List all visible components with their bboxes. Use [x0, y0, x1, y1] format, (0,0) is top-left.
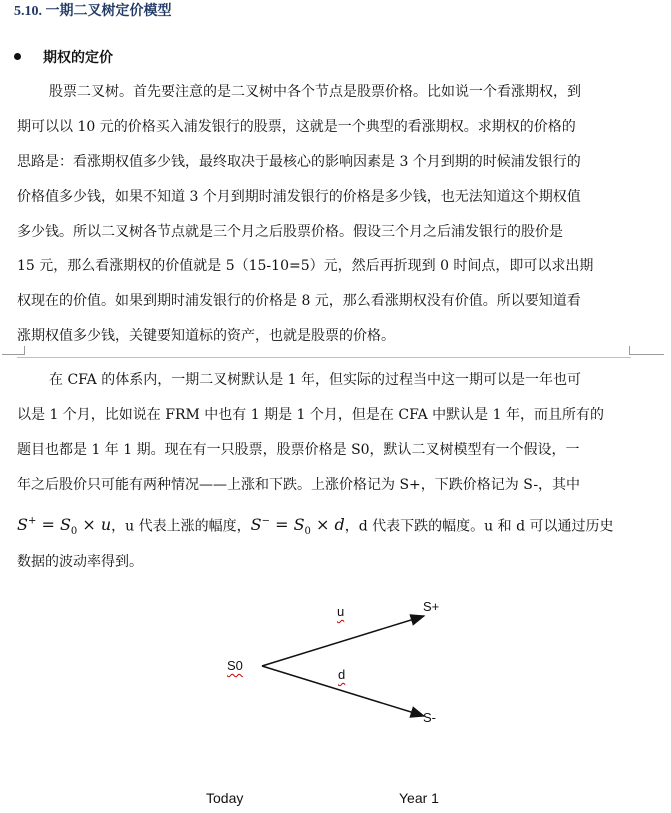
branch-label-u: u	[337, 604, 345, 619]
node-s-down: S-	[423, 710, 436, 725]
node-s0: S0	[227, 658, 243, 673]
p2-line-1: 在 CFA 的体系内，一期二叉树默认是 1 年，但实际的过程当中这一期可以是一年也可	[49, 372, 582, 388]
p1-line-8: 涨期权值多少钱，关键要知道标的资产，也就是股票的价格。	[17, 328, 395, 344]
p2-line-5-end: ，d 代表下跌的幅度。u 和 d 可以通过历史	[344, 518, 614, 535]
p2-line-6: 数据的波动率得到。	[17, 554, 143, 570]
node-s-up: S+	[423, 599, 440, 614]
p1-line-5: 多少钱。所以二叉树各节点就是三个月之后股票价格。假设三个月之后浦发银行的股价是	[17, 224, 563, 240]
section-heading: 5.10. 一期二叉树定价模型	[14, 4, 172, 19]
p1-line-4: 价格值多少钱，如果不知道 3 个月到期时浦发银行的价格是多少钱，也无法知道这个期权值	[17, 189, 581, 205]
p1-line-3: 思路是：看涨期权值多少钱，最终取决于最核心的影响因素是 3 个月到期的时候浦发银行的	[17, 154, 581, 170]
p1-line-7: 权现在的价值。如果到期时浦发银行的价格是 8 元，那么看涨期权没有价值。所以要知道看	[17, 293, 581, 309]
bullet-title: 期权的定价	[43, 50, 113, 66]
p2-line-2: 以是 1 个月，比如说在 FRM 中也有 1 期是 1 个月，但是在 CFA 中默认是 1 年，而且所有的	[17, 407, 604, 423]
p2-line-3: 题目也都是 1 年 1 期。现在有一只股票，股票价格是 S0，默认二叉树模型有一个假设，一	[17, 442, 580, 458]
axis-label-today: Today	[206, 790, 244, 806]
p2-line-5-mid: ，u 代表上涨的幅度，	[111, 518, 251, 535]
axis-label-year1: Year 1	[399, 790, 439, 806]
formula-down: $S^- = S_0 \times d$	[250, 515, 345, 538]
branch-label-d: d	[338, 667, 346, 682]
up-branch-arrow	[262, 616, 424, 666]
p1-line-2: 期可以以 10 元的价格买入浦发银行的股票，这就是一个典型的看涨期权。求期权的价格的	[17, 119, 576, 135]
p2-line-4: 年之后股价只可能有两种情况——上涨和下跌。上涨价格记为 S+，下跌价格记为 S-，其中	[17, 477, 581, 493]
p1-line-1: 股票二叉树。首先要注意的是二叉树中各个节点是股票价格。比如说一个看涨期权，到	[49, 84, 581, 100]
p1-line-6: 15 元，那么看涨期权的价值就是 5（15-10=5）元，然后再折现到 0 时间点，即可以求出期	[17, 258, 594, 274]
formula-up: $S^+ = S_0 \times u$	[17, 515, 112, 538]
